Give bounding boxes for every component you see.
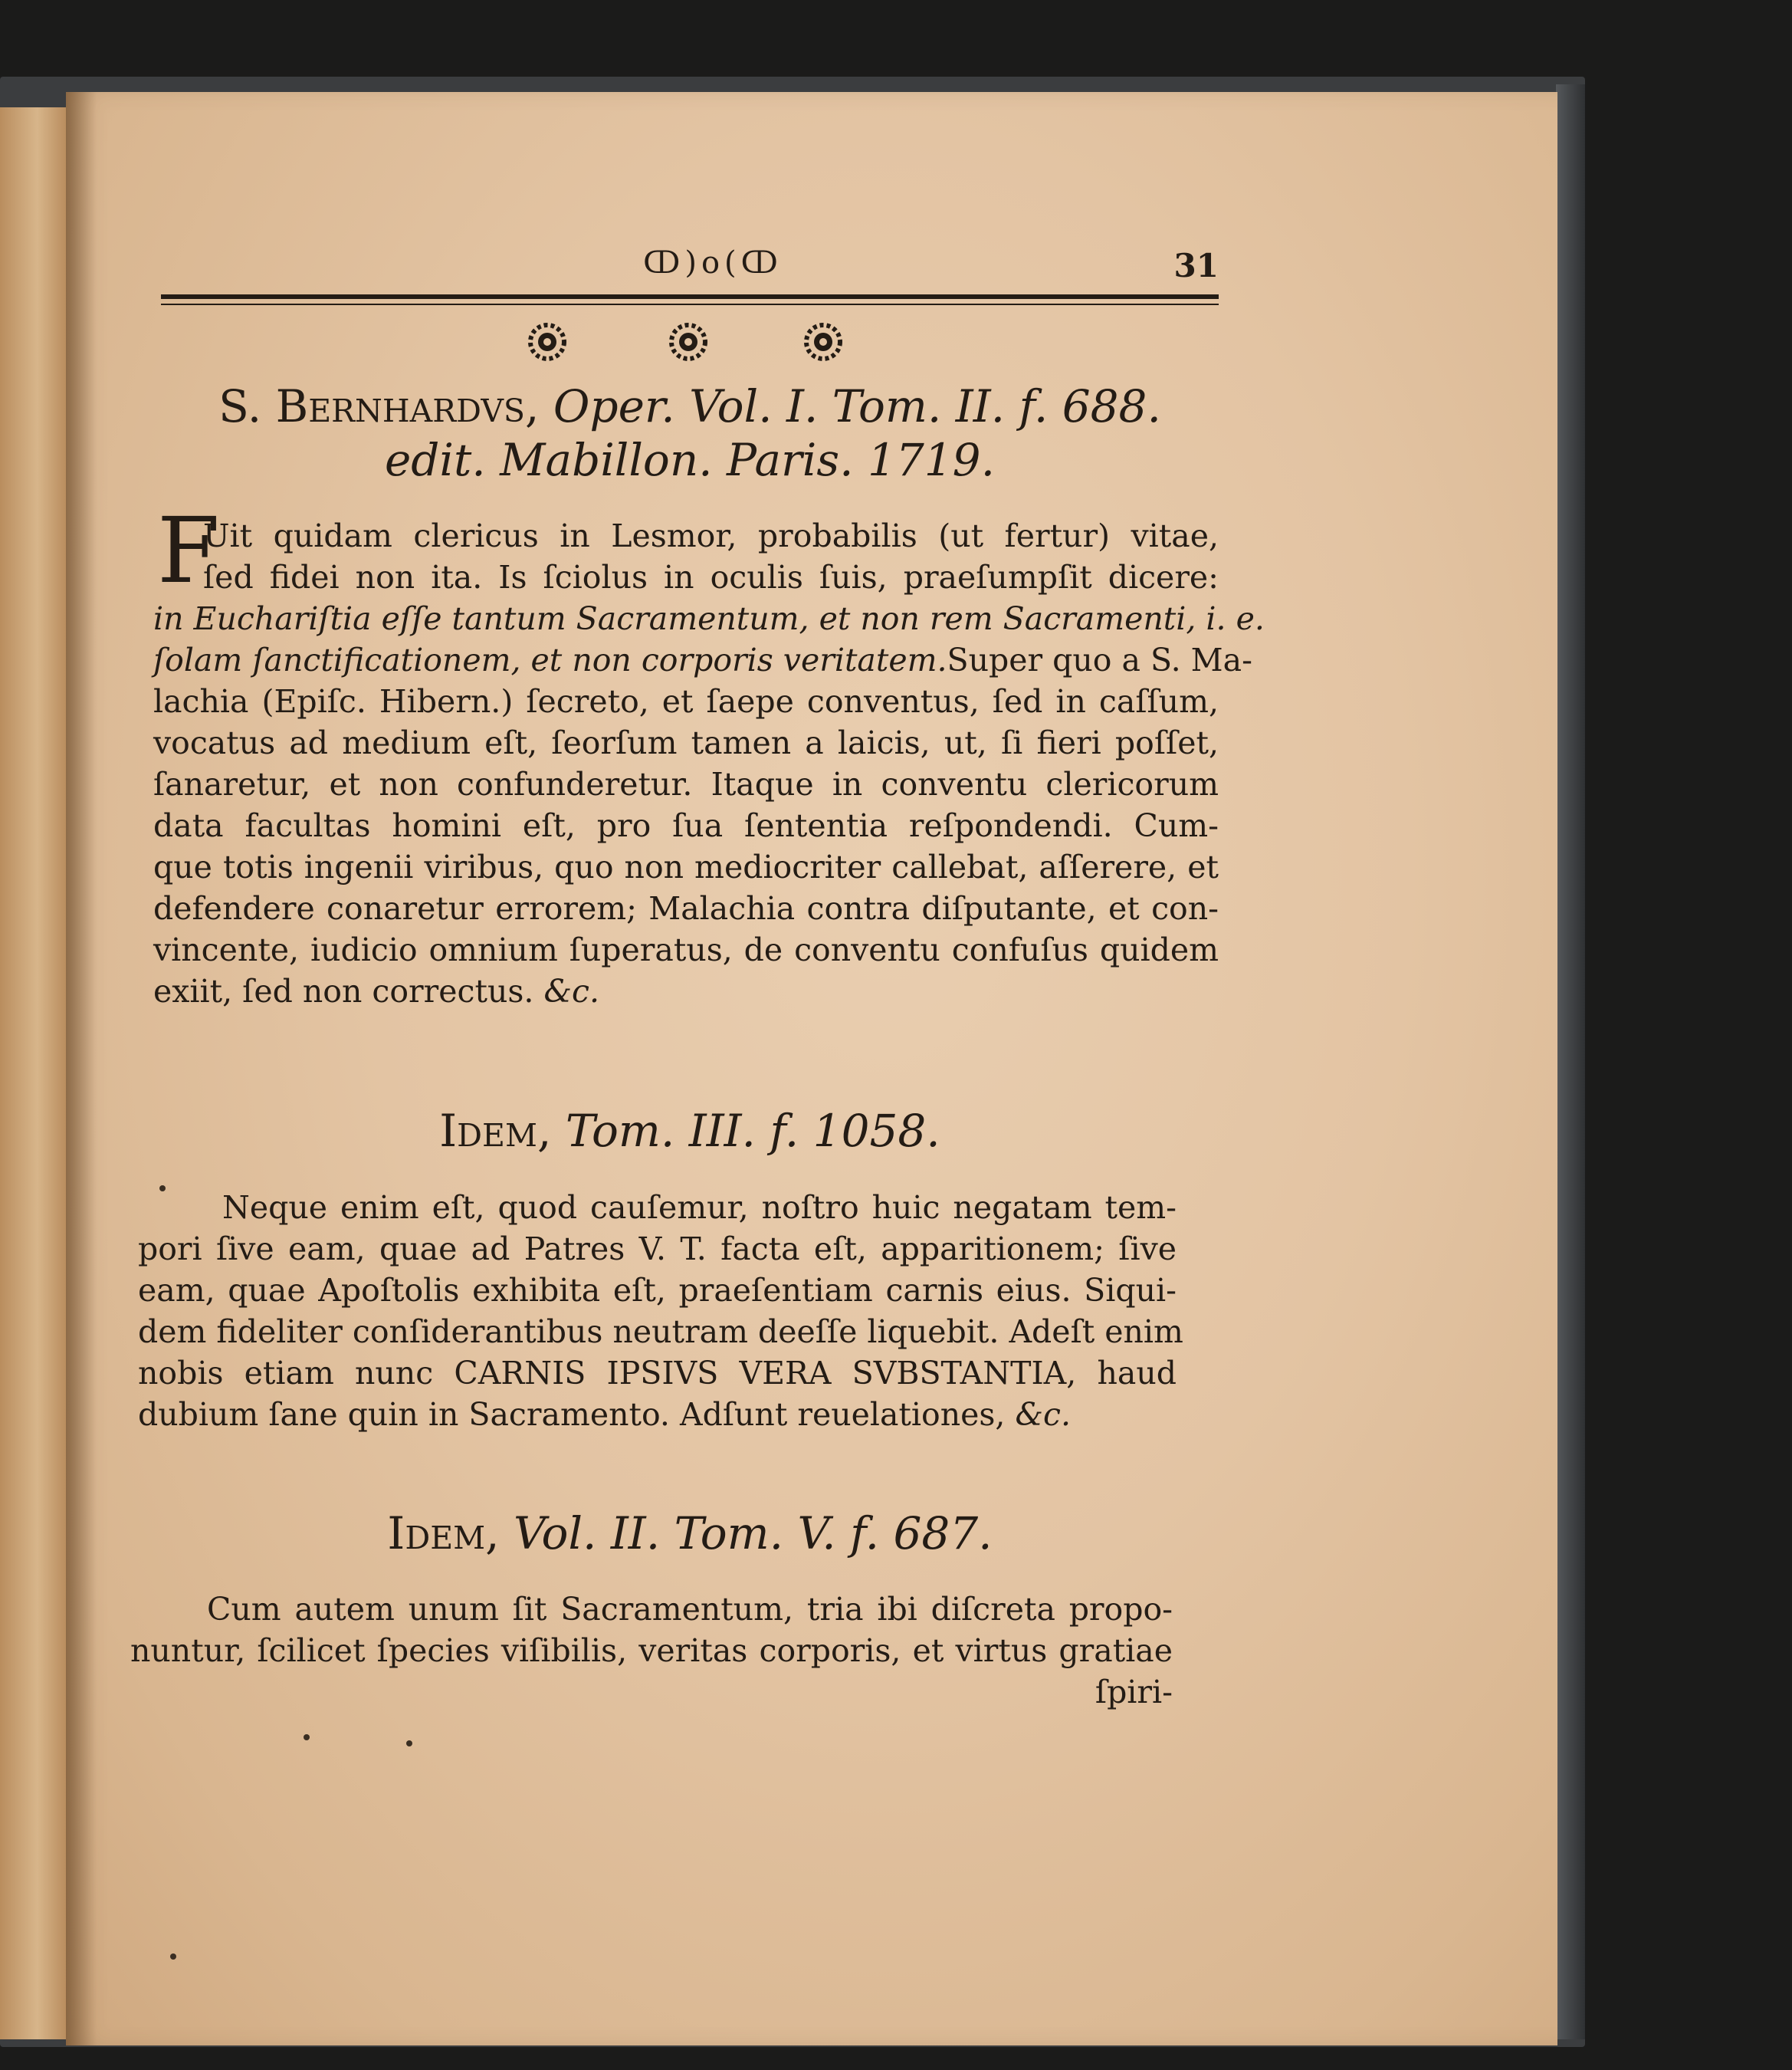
page-gutter-shadow	[66, 92, 97, 2045]
section-heading	[153, 380, 1226, 433]
text-line: pori ſive eam, quae ad Patres V. T. facta eſt, apparitionem; ſive	[138, 1230, 1177, 1267]
page-number: 31	[1173, 247, 1219, 284]
text-line: eam, quae Apoſtolis exhibita eſt, praeſentiam carnis eius. Siqui-	[138, 1272, 1177, 1309]
text-line: defendere conaretur errorem; Malachia contra diſputante, et con-	[153, 890, 1219, 927]
paragraph-idem-2	[130, 1589, 1173, 1713]
head-rule	[161, 294, 1219, 299]
heading-edition: edit. Mabillon. Paris. 1719.	[384, 434, 996, 486]
heading-author: Idem,	[439, 1105, 552, 1157]
section-heading	[153, 1104, 1226, 1158]
text-segment: &c.	[543, 973, 599, 1010]
text-segment: ſolam ſanctificationem, et non corporis veritatem.	[153, 642, 947, 678]
text-line: lachia (Epiſc. Hibern.) ſecreto, et ſaepe conventus, ſed in caſſum,	[153, 683, 1219, 720]
text-line: Cum autem unum ſit Sacramentum, tria ibi diſcreta propo-	[207, 1591, 1173, 1628]
rosette-icon	[803, 322, 843, 362]
facing-page-edge	[0, 107, 67, 2039]
text-line: vocatus ad medium eſt, ſeorſum tamen a laicis, ut, ſi fieri poſſet,	[153, 724, 1219, 761]
text-line	[130, 1671, 1173, 1713]
text-segment: Super quo a S. Ma-	[947, 642, 1252, 678]
text-line: nuntur, ſcilicet ſpecies viſibilis, veritas corporis, et virtus gratiae	[130, 1632, 1173, 1669]
rosette-icon	[668, 322, 708, 362]
head-rule-thin	[161, 304, 1219, 305]
heading-reference: Vol. II. Tom. V. f. 687.	[513, 1507, 993, 1559]
text-line: Neque enim eſt, quod cauſemur, noſtro huic negatam tem-	[222, 1189, 1177, 1226]
text-line: ſanaretur, et non confunderetur. Itaque in conventu clericorum	[153, 766, 1219, 803]
section-heading-edition	[153, 433, 1226, 487]
paragraph-bernard	[153, 515, 1265, 1012]
heading-author: S. Bernhardvs,	[218, 380, 540, 432]
heading-reference: Tom. III. f. 1058.	[565, 1105, 940, 1157]
text-line	[153, 639, 1252, 681]
heading-author: Idem,	[387, 1507, 500, 1559]
text-line	[138, 1394, 1177, 1435]
text-line: que totis ingenii viribus, quo non mediocriter callebat, aſſerere, et	[153, 849, 1219, 886]
heading-reference: Oper. Vol. I. Tom. II. f. 688.	[553, 380, 1161, 432]
paragraph-idem-1	[138, 1187, 1183, 1435]
text-segment: dubium ſane quin in Sacramento. Adſunt reuelationes,	[138, 1396, 1006, 1433]
cover-edge	[1556, 84, 1585, 2039]
rosette-ornaments	[506, 322, 889, 368]
text-line: in Euchariſtia eſſe tantum Sacramentum, et non rem Sacramenti, i. e.	[153, 600, 1265, 637]
text-line: vincente, iudicio omnium ſuperatus, de conventu confuſus quidem	[153, 932, 1219, 968]
rosette-icon	[527, 322, 567, 362]
catchword: ſpiri-	[1095, 1674, 1173, 1710]
text-line: Uit quidam clericus in Lesmor, probabilis (ut fertur) vitae,	[203, 518, 1219, 554]
text-segment: exiit, ſed non correctus.	[153, 973, 534, 1010]
text-segment: &c.	[1015, 1396, 1071, 1433]
text-line: data facultas homini eſt, pro ſua ſententia reſpondendi. Cum-	[153, 807, 1219, 844]
text-line	[153, 971, 1219, 1012]
section-heading	[153, 1506, 1226, 1560]
text-line: nobis etiam nunc CARNIS IPSIVS VERA SVBSTANTIA, haud	[138, 1355, 1177, 1392]
head-ornament: ↀ)o(ↀ	[643, 245, 783, 281]
running-head	[161, 244, 1219, 282]
drop-cap: F	[157, 498, 220, 603]
text-line: ſed fidei non ita. Is ſciolus in oculis ſuis, praeſumpſit dicere:	[203, 559, 1219, 596]
text-line: dem fideliter conſiderantibus neutram deeſſe liquebit. Adeſt enim	[138, 1313, 1183, 1350]
